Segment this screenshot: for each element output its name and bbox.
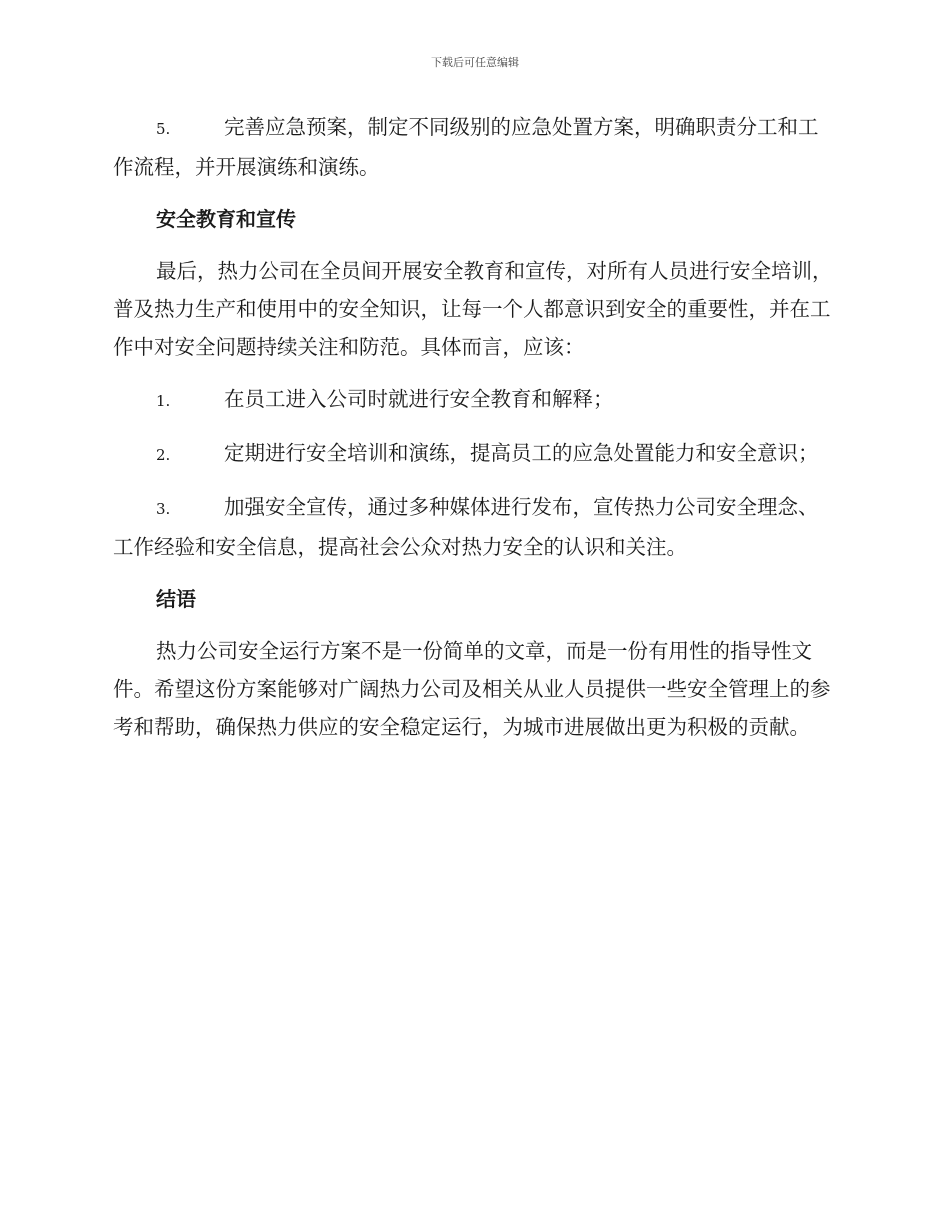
list-item-number: 5. xyxy=(156,120,171,138)
list-item-number: 1. xyxy=(156,392,171,410)
page-header-note: 下载后可任意编辑 xyxy=(431,56,519,69)
list-item xyxy=(113,380,835,420)
section-heading-education: 安全教育和宣传 xyxy=(156,207,296,231)
paragraph-education-intro: 最后，热力公司在全员间开展安全教育和宣传，对所有人员进行安全培训，普及热力生产和使用中的安全知识，让每一个人都意识到安全的重要性，并在工作中对安全问题持续关注和防范。具体而言，应该： xyxy=(113,259,833,359)
section-heading-conclusion: 结语 xyxy=(156,587,196,611)
document-body xyxy=(113,108,835,760)
list-item xyxy=(113,434,835,474)
list-item-text: 在员工进入公司时就进行安全教育和解释； xyxy=(224,387,614,411)
paragraph-conclusion: 热力公司安全运行方案不是一份简单的文章，而是一份有用性的指导性文件。希望这份方案能够对广阔热力公司及相关从业人员提供一些安全管理上的参考和帮助，确保热力供应的安全稳定运行，为城市进展做出更为积极的贡献。 xyxy=(113,639,831,739)
list-item-text: 完善应急预案，制定不同级别的应急处置方案，明确职责分工和工作流程，并开展演练和演练。 xyxy=(113,115,819,179)
list-item-text: 定期进行安全培训和演练，提高员工的应急处置能力和安全意识； xyxy=(224,441,819,465)
list-item-text: 加强安全宣传，通过多种媒体进行发布，宣传热力公司安全理念、工作经验和安全信息，提高社会公众对热力安全的认识和关注。 xyxy=(113,495,819,559)
list-item xyxy=(113,488,835,566)
list-item-number: 2. xyxy=(156,446,171,464)
list-item-number: 3. xyxy=(156,500,171,518)
list-item xyxy=(113,108,835,186)
